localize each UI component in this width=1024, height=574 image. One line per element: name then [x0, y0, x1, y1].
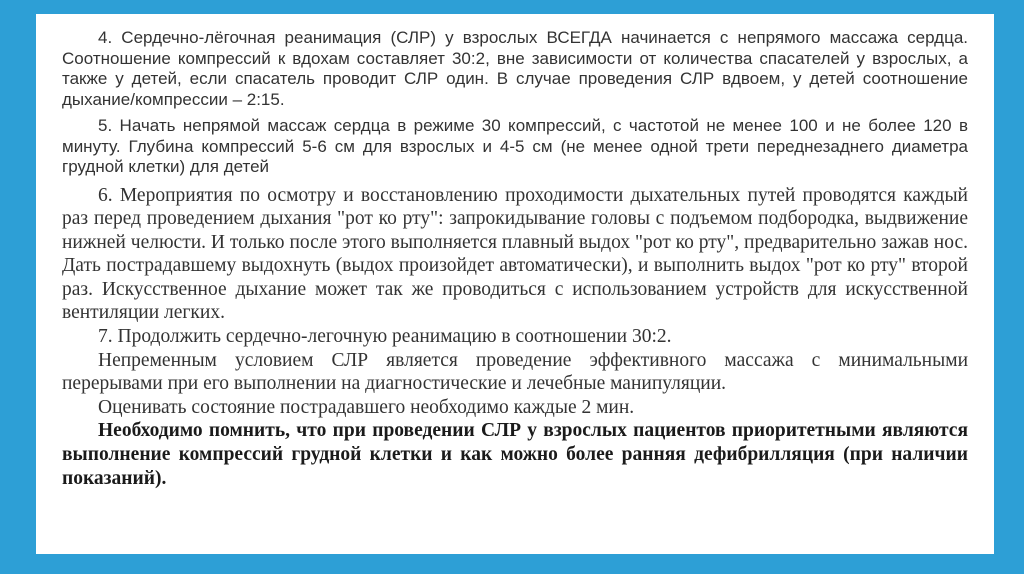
- paragraph-massage-condition: Непременным условием СЛР является проведение эффективного массажа с минимальными перерывами при его выполнении на диагностические и лечебные манипуляции.: [62, 349, 968, 395]
- paragraph-important-note: Необходимо помнить, что при проведении СЛР у взрослых пациентов приоритетными являются выполнение компрессий грудной клетки и как можно более ранняя дефибрилляция (при наличии показаний).: [62, 420, 968, 489]
- paragraph-assessment-interval: Оценивать состояние пострадавшего необходимо каждые 2 мин.: [98, 396, 635, 418]
- paragraph-5-compressions: 5. Начать непрямой массаж сердца в режиме 30 компрессий, с частотой не менее 100 и не более 120 в минуту. Глубина компрессий 5-6 см для взрослых и 4-5 см (не менее одной трети переднезаднего диаметра грудной клетки) для детей: [62, 116, 968, 176]
- paragraph-7-continue-cpr: 7. Продолжить сердечно-легочную реанимацию в соотношении 30:2.: [98, 326, 672, 348]
- slide-content-panel: [36, 14, 994, 554]
- paragraph-4-cpr-start: 4. Сердечно-лёгочная реанимация (СЛР) у взрослых ВСЕГДА начинается с непрямого массажа сердца. Соотношение компрессий к вдохам составляет 30:2, вне зависимости от количества спасателей у взрослых, а также у детей, если спасатель проводит СЛР один. В случае проведения СЛР вдвоем, у детей соотношение дыхание/компрессии – 2:15.: [62, 28, 968, 109]
- paragraph-6-airway: 6. Мероприятия по осмотру и восстановлению проходимости дыхательных путей проводятся каждый раз перед проведением дыхания "рот ко рту": запрокидывание головы с подъемом подбородка, выдвижение нижней челюсти. И только после этого выполняется плавный выдох "рот ко рту", предварительно зажав нос. Дать пострадавшему выдохнуть (выдох произойдет автоматически), и выполнить выдох "рот ко рту" второй раз. Искусственное дыхание может так же проводиться с использованием устройств для искусственной вентиляции легких.: [62, 184, 968, 324]
